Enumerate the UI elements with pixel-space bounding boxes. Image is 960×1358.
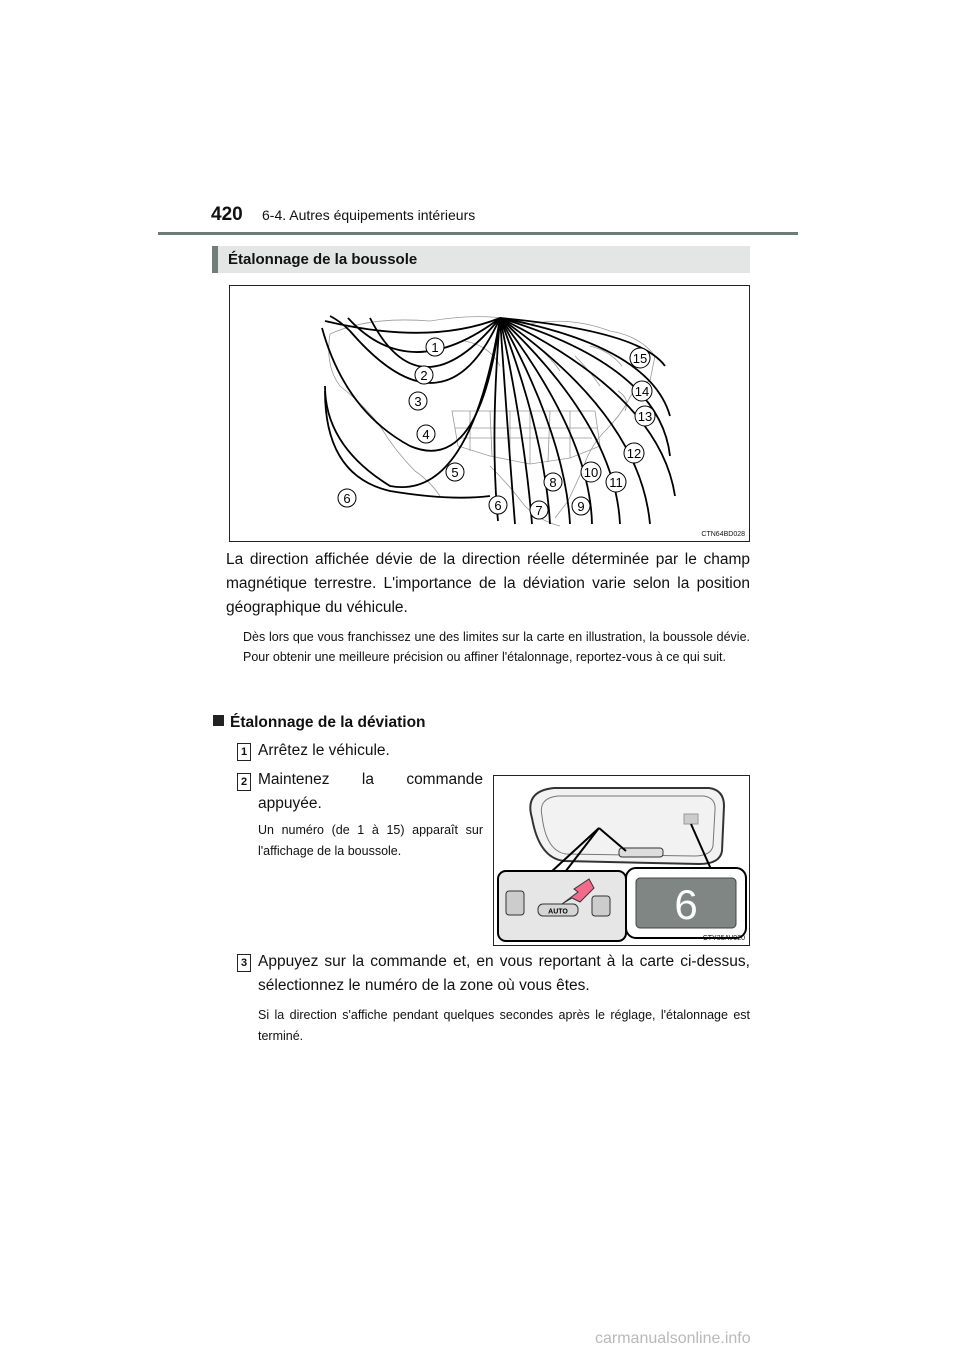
section-title: Étalonnage de la boussole	[228, 251, 418, 268]
sensor-icon	[684, 814, 698, 824]
map-outline	[329, 317, 655, 526]
chapter-title: 6-4. Autres équipements intérieurs	[262, 207, 476, 223]
auto-button-label: AUTO	[548, 908, 568, 916]
right-button-icon	[592, 896, 610, 916]
step-number-badge: 3	[237, 954, 251, 972]
square-bullet-icon	[213, 715, 224, 726]
left-button-icon	[506, 891, 524, 915]
zone-label: 6	[494, 498, 502, 513]
step-note: Si la direction s'affiche pendant quelques secondes après le réglage, l'étalonnage est terminé.	[258, 1008, 750, 1043]
north-america-zone-map	[230, 286, 749, 541]
deviation-boundary-lines	[322, 316, 675, 524]
step-text: Arrêtez le véhicule.	[258, 742, 390, 759]
step-text: Maintenez la commande appuyée.	[258, 771, 483, 812]
zone-label: 13	[637, 409, 653, 424]
watermark: carmanualsonline.info	[595, 1330, 751, 1347]
section-heading	[212, 246, 750, 273]
zone-label: 11	[609, 475, 623, 490]
subsection-heading	[213, 714, 426, 732]
figure-code: CTN64BD028	[701, 531, 745, 538]
zone-label: 9	[577, 499, 585, 514]
compass-zone-map-figure	[229, 285, 750, 542]
zone-label: 14	[634, 384, 650, 399]
zone-label: 2	[420, 368, 428, 383]
step-text: Appuyez sur la commande et, en vous reportant à la carte ci-dessus, sélectionnez le numéro de la zone où vous êtes.	[258, 953, 750, 994]
zone-label: 1	[431, 340, 439, 355]
step-note: Un numéro (de 1 à 15) apparaît sur l'affichage de la boussole.	[258, 823, 483, 858]
intro-paragraph: La direction affichée dévie de la direction réelle déterminée par le champ magnétique terrestre. L'importance de la déviation varie selon la position géographique du véhicule.	[226, 551, 750, 616]
zone-label: 6	[343, 491, 351, 506]
subsection-title: Étalonnage de la déviation	[230, 714, 426, 731]
page-number: 420	[211, 204, 243, 225]
step-number-badge: 2	[237, 773, 251, 791]
zone-label: 10	[583, 465, 599, 480]
zone-label: 5	[451, 465, 459, 480]
zone-label: 3	[414, 394, 422, 409]
zone-label: 15	[632, 351, 648, 366]
zone-label: 7	[535, 503, 543, 518]
figure-code: CTY35AV020	[702, 935, 745, 942]
display-digit: 6	[674, 881, 698, 928]
intro-note: Dès lors que vous franchissez une des limites sur la carte en illustration, la boussole dévie. Pour obtenir une meilleure précision ou affiner l'étalonnage, reportez-vous à ce qui suit.	[243, 630, 750, 664]
header-divider	[158, 232, 798, 235]
zone-label: 4	[422, 427, 430, 442]
step-number-badge: 1	[237, 743, 251, 761]
zone-label: 8	[549, 475, 557, 490]
zone-label: 12	[626, 446, 642, 461]
mirror-illustration	[494, 776, 749, 945]
rearview-mirror-figure	[493, 775, 750, 946]
